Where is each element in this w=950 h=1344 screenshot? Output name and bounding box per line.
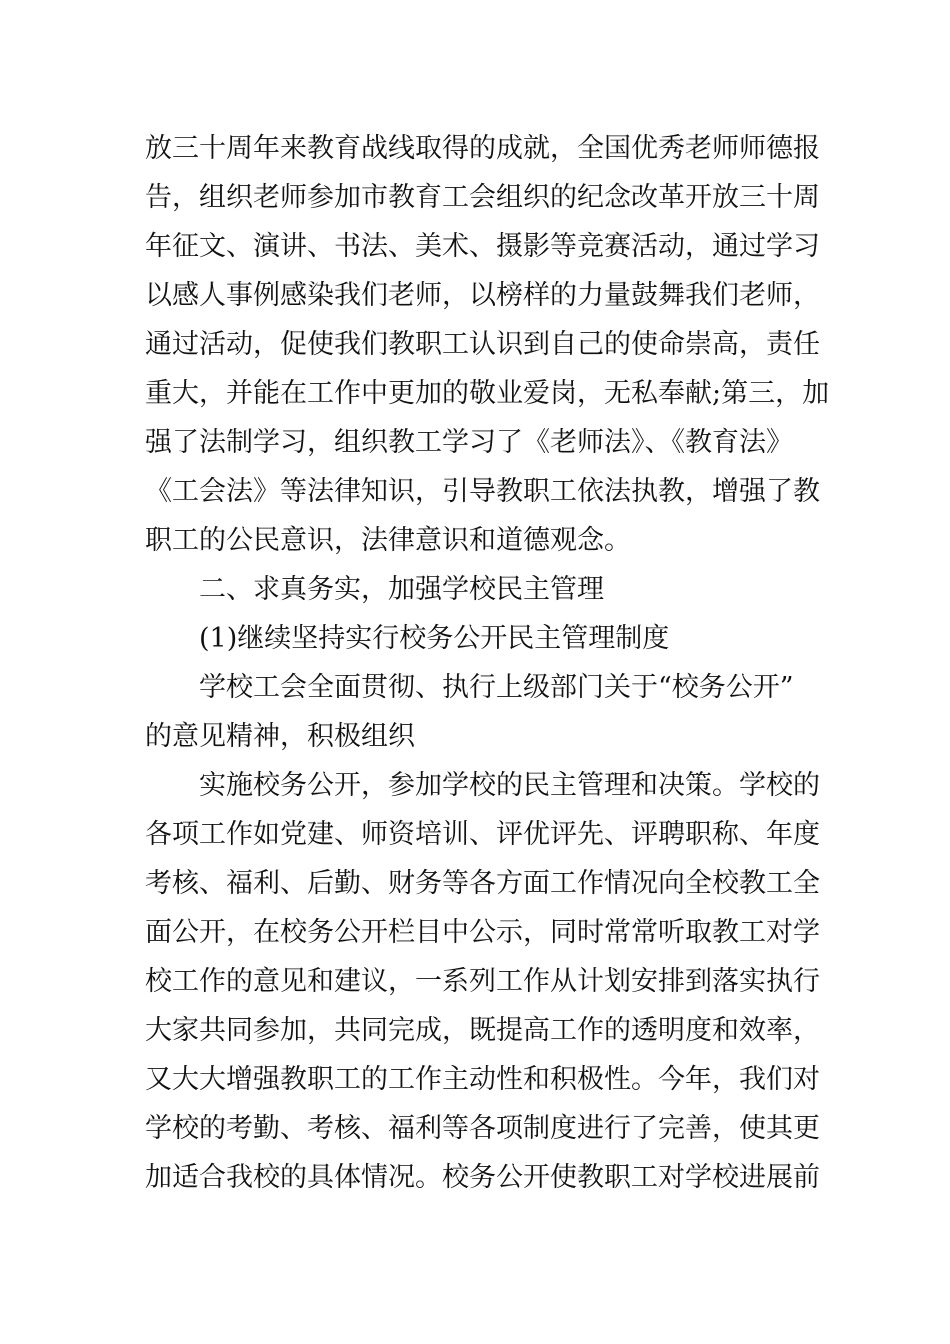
text-line-20: 又大大增强教职工的工作主动性和积极性。今年，我们对 <box>145 1064 820 1095</box>
text-line-16: 考核、福利、后勤、财务等各方面工作情况向全校教工全 <box>145 868 820 899</box>
text-line-13: 的意见精神，积极组织 <box>145 721 415 752</box>
subsection-heading: (1)继续坚持实行校务公开民主管理制度 <box>199 623 670 654</box>
text-line-18: 校工作的意见和建议，一系列工作从计划安排到落实执行 <box>145 966 820 997</box>
document-body <box>145 124 830 1202</box>
text-line-21: 学校的考勤、考核、福利等各项制度进行了完善，使其更 <box>145 1113 820 1144</box>
section-heading: 二、求真务实，加强学校民主管理 <box>199 574 604 605</box>
text-line-4: 以感人事例感染我们老师，以榜样的力量鼓舞我们老师， <box>145 280 820 311</box>
text-line-9: 职工的公民意识，法律意识和道德观念。 <box>145 525 631 556</box>
text-line-5: 通过活动，促使我们教职工认识到自己的使命崇高，责任 <box>145 329 820 360</box>
text-line-3: 年征文、演讲、书法、美术、摄影等竞赛活动，通过学习 <box>145 231 820 262</box>
text-line-14: 实施校务公开，参加学校的民主管理和决策。学校的 <box>199 770 820 801</box>
text-line-7: 强了法制学习，组织教工学习了《老师法》、《教育法》 <box>145 427 793 458</box>
text-line-19: 大家共同参加，共同完成，既提高工作的透明度和效率， <box>145 1015 820 1046</box>
text-line-15: 各项工作如党建、师资培训、评优评先、评聘职称、年度 <box>145 819 820 850</box>
text-line-8: 《工会法》等法律知识，引导教职工依法执教，增强了教 <box>145 476 820 507</box>
text-line-12: 学校工会全面贯彻、执行上级部门关于“校务公开” <box>199 672 794 703</box>
text-line-2: 告，组织老师参加市教育工会组织的纪念改革开放三十周 <box>145 182 820 213</box>
text-line-17: 面公开，在校务公开栏目中公示，同时常常听取教工对学 <box>145 917 820 948</box>
text-line-1: 放三十周年来教育战线取得的成就，全国优秀老师师德报 <box>145 133 820 164</box>
text-line-22: 加适合我校的具体情况。校务公开使教职工对学校进展前 <box>145 1162 820 1193</box>
text-line-6: 重大，并能在工作中更加的敬业爱岗，无私奉献;第三，加 <box>145 378 830 409</box>
